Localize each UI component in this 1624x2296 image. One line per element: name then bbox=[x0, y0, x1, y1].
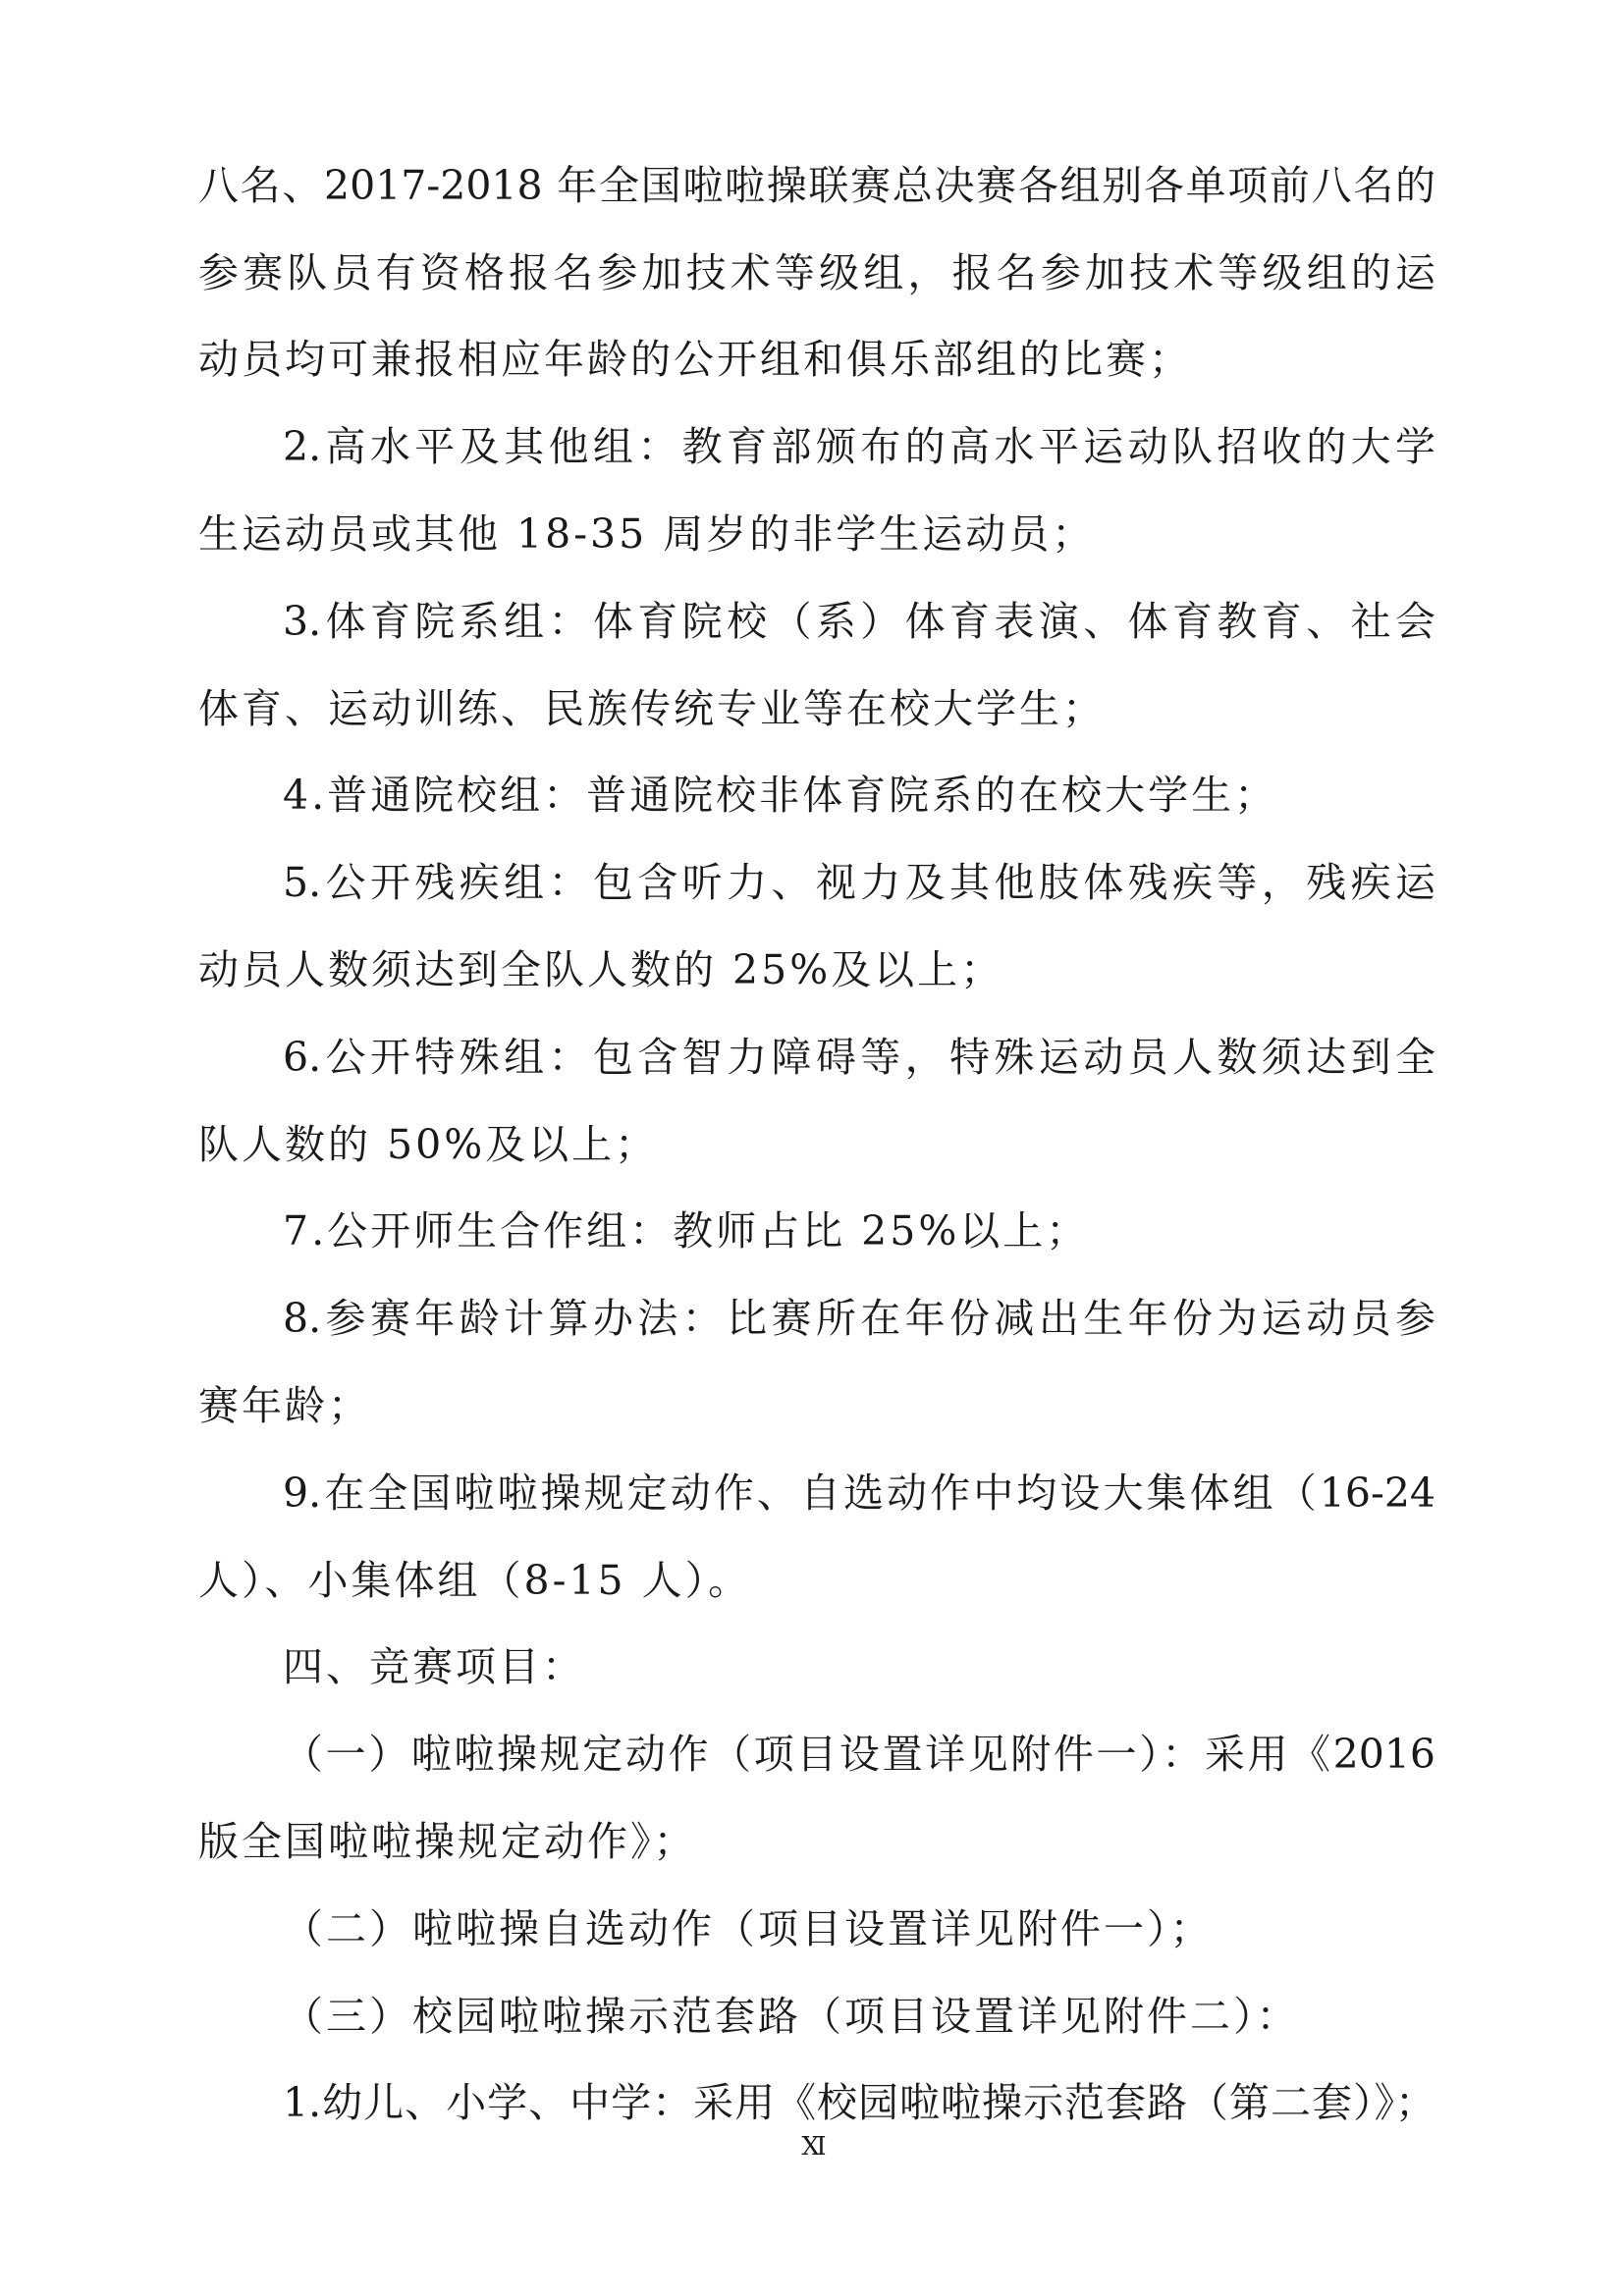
text-line: （一）啦啦操规定动作（项目设置详见附件一）：采用《2016 bbox=[283, 1731, 1435, 1778]
text-line: 人）、小集体组（8-15 人）。 bbox=[198, 1557, 752, 1604]
text-line: 体育、运动训练、民族传统专业等在校大学生； bbox=[198, 685, 1106, 732]
text-line: 7.公开师生合作组：教师占比 25%以上； bbox=[283, 1207, 1090, 1255]
text-line: 动员均可兼报相应年龄的公开组和俱乐部组的比赛； bbox=[198, 336, 1192, 383]
text-line: 5.公开残疾组：包含听力、视力及其他肢体残疾等，残疾运 bbox=[283, 859, 1435, 906]
text-line: 2.高水平及其他组：教育部颁布的高水平运动队招收的大学 bbox=[283, 423, 1435, 470]
text-line: 9.在全国啦啦操规定动作、自选动作中均设大集体组（16-24 bbox=[283, 1469, 1435, 1517]
text-line: 3.体育院系组：体育院校（系）体育表演、体育教育、社会 bbox=[283, 598, 1435, 645]
text-line: 参赛队员有资格报名参加技术等级组，报名参加技术等级组的运 bbox=[198, 249, 1435, 296]
section-heading: 四、竞赛项目： bbox=[283, 1643, 585, 1690]
text-line: 8.参赛年龄计算办法：比赛所在年份减出生年份为运动员参 bbox=[283, 1295, 1435, 1342]
text-line: 6.公开特殊组：包含智力障碍等，特殊运动员人数须达到全 bbox=[283, 1034, 1435, 1081]
text-line: （二）啦啦操自选动作（项目设置详见附件一）； bbox=[283, 1905, 1214, 1952]
text-line: 版全国啦啦操规定动作》； bbox=[198, 1818, 697, 1865]
text-line: 赛年龄； bbox=[198, 1382, 371, 1429]
text-line: 4.普通院校组：普通院校非体育院系的在校大学生； bbox=[283, 772, 1278, 819]
text-line: 1.幼儿、小学、中学：采用《校园啦啦操示范套路（第二套）》； bbox=[283, 2079, 1435, 2126]
page-number: Ⅺ bbox=[801, 2132, 823, 2162]
text-line: 生运动员或其他 18-35 周岁的非学生运动员； bbox=[198, 510, 1096, 558]
text-line: 动员人数须达到全队人数的 25%及以上； bbox=[198, 946, 1004, 993]
text-line: 队人数的 50%及以上； bbox=[198, 1121, 659, 1168]
text-line: 八名、2017-2018 年全国啦啦操联赛总决赛各组别各单项前八名的 bbox=[198, 162, 1435, 209]
text-line: （三）校园啦啦操示范套路（项目设置详见附件二）： bbox=[283, 1993, 1300, 2040]
